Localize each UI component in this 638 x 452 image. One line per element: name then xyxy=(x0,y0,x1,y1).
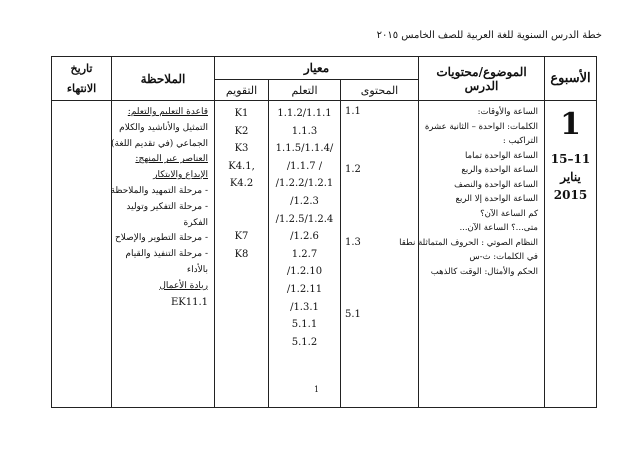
notes-heading: قاعدة التعليم والتعلم: xyxy=(127,107,208,117)
topic-line: الساعة الواحدة إلا الربع xyxy=(455,194,538,204)
learning-value: 1.2.7 xyxy=(291,248,318,260)
notes-line: - مرحلة التمهيد والملاحظة xyxy=(110,185,208,196)
notes-line: التمثيل والأناشيد والكلام xyxy=(119,122,208,133)
topic-line: الكلمات: الواحدة – الثانية عشرة xyxy=(424,121,538,132)
content-value xyxy=(345,221,418,236)
week-range: 11–15 xyxy=(550,152,591,166)
header-topic: الموضوع/محتويات الدرس xyxy=(419,57,545,101)
notes-code: EK11.1 xyxy=(170,296,208,308)
assessment-cell xyxy=(215,101,269,408)
header-end-date-line2: الانتهاء xyxy=(66,81,97,95)
topic-line: الساعة الواحدة تماما xyxy=(464,150,538,161)
topic-line: الساعة الواحدة والربع xyxy=(461,165,538,175)
learning-value: /1.1.7 / xyxy=(286,160,323,172)
assessment-value xyxy=(215,211,268,229)
lesson-plan-table xyxy=(51,56,597,408)
header-end-date xyxy=(52,57,112,101)
content-cell xyxy=(341,101,419,408)
notes-line: - مرحلة التطوير والإصلاح xyxy=(114,233,208,244)
notes-line: بالأداء xyxy=(186,264,208,275)
notes-heading: ريادة الأعمال xyxy=(159,280,208,291)
header-week: الأسبوع xyxy=(545,57,597,101)
content-value xyxy=(345,149,418,164)
topic-line: متى...؟ الساعة الآن... xyxy=(459,223,538,233)
topic-lines xyxy=(399,101,544,279)
assessment-values xyxy=(215,101,268,263)
learning-value: /1.2.11 xyxy=(286,283,323,295)
learning-value: /1.2.6 xyxy=(290,231,319,243)
content-value: 5.1 xyxy=(345,309,361,320)
content-value: 1.3 xyxy=(345,236,361,248)
topic-line: النظام الصوتي : الحروف المتماثلة نطقا xyxy=(399,237,538,248)
notes-line: - مرحلة التنفيذ والقيام xyxy=(125,249,208,260)
header-row-1 xyxy=(52,57,597,80)
topic-line: التراكيب : xyxy=(502,136,538,146)
topic-line: كم الساعة الآن؟ xyxy=(480,208,538,219)
document-title: خطة الدرس السنوية للغة العربية للصف الخامس ٢٠١٥ xyxy=(376,30,602,41)
content-value xyxy=(345,265,418,280)
assessment-value: K3 xyxy=(234,143,249,155)
assessment-value: K2 xyxy=(234,125,249,137)
topic-line: الساعة الواحدة والنصف xyxy=(454,179,538,190)
end-date-cell xyxy=(52,101,112,408)
content-value xyxy=(345,279,418,294)
content-value xyxy=(345,207,418,222)
notes-lines xyxy=(112,101,214,310)
content-value xyxy=(345,294,418,309)
topic-line: في الكلمات: ث-س xyxy=(469,252,538,262)
notes-cell xyxy=(112,101,215,408)
assessment-value: K4.2 xyxy=(229,178,254,190)
content-values xyxy=(341,101,418,323)
learning-value: 5.1.1 xyxy=(291,319,318,331)
assessment-value xyxy=(215,193,268,211)
topic-line: الحكم والأمثال: الوقت كالذهب xyxy=(430,266,538,277)
week-cell xyxy=(545,101,597,408)
learning-value: /1.2.3 xyxy=(290,195,319,207)
week-year: 2015 xyxy=(553,188,588,202)
header-end-date-line1: تاريخ xyxy=(70,61,93,75)
learning-value: /1.2.2/1.2.1 xyxy=(275,178,334,190)
learning-value: 1.1.5/1.1.4/ xyxy=(275,143,334,155)
week-number: 1 xyxy=(560,107,581,142)
header-standard: معيار xyxy=(215,57,419,80)
learning-cell xyxy=(269,101,341,408)
learning-values xyxy=(269,101,340,351)
table-row-week-1 xyxy=(52,101,597,408)
topic-line: الساعة والأوقات: xyxy=(477,107,538,117)
learning-value: 1.1.2/1.1.1 xyxy=(277,108,332,119)
content-value xyxy=(345,134,418,149)
notes-line: - مرحلة التفكير وتوليد xyxy=(126,201,208,212)
page-number: 1 xyxy=(314,385,320,394)
header-notes: الملاحظة xyxy=(112,57,215,101)
notes-heading: الإبداع والابتكار xyxy=(153,170,208,181)
notes-heading: العناصر عبر المنهج: xyxy=(135,154,208,165)
notes-line: الجماعي (في تقديم اللغة) xyxy=(111,138,208,149)
assessment-value: K7 xyxy=(234,231,249,243)
notes-line: الفكرة xyxy=(183,217,208,228)
content-value: 1.2 xyxy=(345,164,361,175)
header-assessment: التقويم xyxy=(215,80,269,101)
week-month: يناير xyxy=(560,170,581,184)
topic-cell xyxy=(399,101,545,408)
learning-value: /1.3.1 xyxy=(290,301,319,313)
content-value xyxy=(345,178,418,193)
week-dates xyxy=(545,150,596,204)
assessment-value: K1 xyxy=(234,108,249,119)
learning-value: 5.1.2 xyxy=(291,336,318,348)
assessment-value: K8 xyxy=(234,248,249,260)
header-learning: التعلم xyxy=(269,80,341,101)
content-value xyxy=(345,192,418,207)
content-value: 1.1 xyxy=(345,106,361,117)
learning-value: 1.1.3 xyxy=(291,125,318,137)
content-value xyxy=(345,120,418,135)
header-content: المحتوى xyxy=(341,80,419,101)
learning-value: /1.2.10 xyxy=(286,266,323,278)
assessment-value: K4.1, xyxy=(228,160,255,172)
content-value xyxy=(345,250,418,265)
learning-value: /1.2.5/1.2.4 xyxy=(275,213,334,225)
